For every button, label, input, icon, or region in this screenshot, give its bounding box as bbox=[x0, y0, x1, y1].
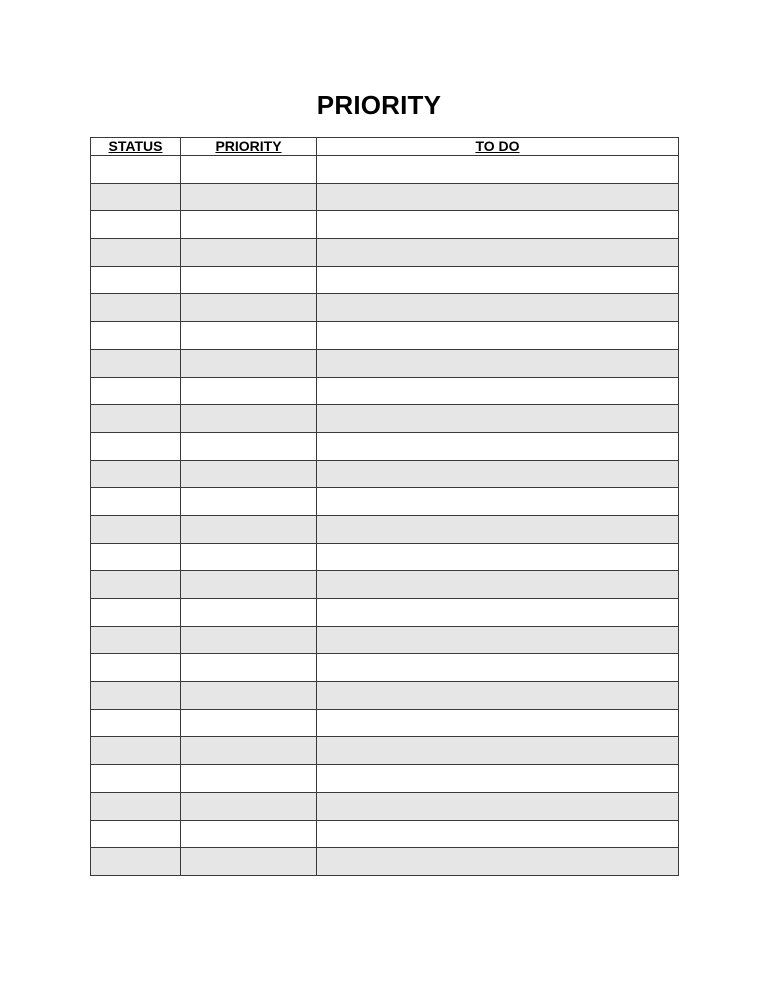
status-cell[interactable] bbox=[91, 709, 181, 737]
table-row bbox=[91, 156, 679, 184]
to-do-cell[interactable] bbox=[317, 405, 679, 433]
priority-cell[interactable] bbox=[181, 792, 317, 820]
status-cell[interactable] bbox=[91, 432, 181, 460]
priority-cell[interactable] bbox=[181, 405, 317, 433]
table-row bbox=[91, 709, 679, 737]
status-cell[interactable] bbox=[91, 377, 181, 405]
page-title: PRIORITY bbox=[316, 90, 442, 120]
status-cell[interactable] bbox=[91, 654, 181, 682]
status-cell[interactable] bbox=[91, 266, 181, 294]
to-do-cell[interactable] bbox=[317, 571, 679, 599]
priority-cell[interactable] bbox=[181, 709, 317, 737]
to-do-cell[interactable] bbox=[317, 682, 679, 710]
status-cell[interactable] bbox=[91, 183, 181, 211]
status-cell[interactable] bbox=[91, 848, 181, 876]
status-cell[interactable] bbox=[91, 460, 181, 488]
priority-cell[interactable] bbox=[181, 488, 317, 516]
table-row bbox=[91, 294, 679, 322]
to-do-cell[interactable] bbox=[317, 543, 679, 571]
to-do-cell[interactable] bbox=[317, 792, 679, 820]
to-do-cell[interactable] bbox=[317, 294, 679, 322]
header-row bbox=[91, 138, 679, 156]
priority-table bbox=[90, 137, 679, 876]
status-cell[interactable] bbox=[91, 239, 181, 267]
priority-cell[interactable] bbox=[181, 765, 317, 793]
status-cell[interactable] bbox=[91, 765, 181, 793]
table-row bbox=[91, 792, 679, 820]
table-body bbox=[91, 156, 679, 876]
status-cell[interactable] bbox=[91, 211, 181, 239]
priority-cell[interactable] bbox=[181, 156, 317, 184]
priority-cell[interactable] bbox=[181, 377, 317, 405]
to-do-cell[interactable] bbox=[317, 183, 679, 211]
status-cell[interactable] bbox=[91, 515, 181, 543]
table-row bbox=[91, 571, 679, 599]
table-row bbox=[91, 848, 679, 876]
priority-cell[interactable] bbox=[181, 737, 317, 765]
status-cell[interactable] bbox=[91, 820, 181, 848]
table-row bbox=[91, 377, 679, 405]
table-row bbox=[91, 211, 679, 239]
to-do-cell[interactable] bbox=[317, 156, 679, 184]
priority-cell[interactable] bbox=[181, 460, 317, 488]
table-row bbox=[91, 543, 679, 571]
to-do-cell[interactable] bbox=[317, 709, 679, 737]
table-row bbox=[91, 460, 679, 488]
table-row bbox=[91, 183, 679, 211]
status-cell[interactable] bbox=[91, 156, 181, 184]
priority-cell[interactable] bbox=[181, 349, 317, 377]
table-row bbox=[91, 322, 679, 350]
table-row bbox=[91, 820, 679, 848]
to-do-cell[interactable] bbox=[317, 848, 679, 876]
table-row bbox=[91, 432, 679, 460]
to-do-cell[interactable] bbox=[317, 654, 679, 682]
header-priority: PRIORITY bbox=[181, 138, 317, 156]
to-do-cell[interactable] bbox=[317, 599, 679, 627]
to-do-cell[interactable] bbox=[317, 266, 679, 294]
status-cell[interactable] bbox=[91, 737, 181, 765]
priority-cell[interactable] bbox=[181, 432, 317, 460]
priority-cell[interactable] bbox=[181, 183, 317, 211]
table-row bbox=[91, 626, 679, 654]
priority-cell[interactable] bbox=[181, 322, 317, 350]
status-cell[interactable] bbox=[91, 792, 181, 820]
to-do-cell[interactable] bbox=[317, 765, 679, 793]
status-cell[interactable] bbox=[91, 543, 181, 571]
status-cell[interactable] bbox=[91, 488, 181, 516]
to-do-cell[interactable] bbox=[317, 515, 679, 543]
status-cell[interactable] bbox=[91, 349, 181, 377]
to-do-cell[interactable] bbox=[317, 211, 679, 239]
priority-cell[interactable] bbox=[181, 266, 317, 294]
table-row bbox=[91, 654, 679, 682]
to-do-cell[interactable] bbox=[317, 377, 679, 405]
priority-cell[interactable] bbox=[181, 571, 317, 599]
table-row bbox=[91, 349, 679, 377]
table-row bbox=[91, 765, 679, 793]
status-cell[interactable] bbox=[91, 571, 181, 599]
to-do-cell[interactable] bbox=[317, 820, 679, 848]
priority-cell[interactable] bbox=[181, 211, 317, 239]
table-row bbox=[91, 405, 679, 433]
priority-cell[interactable] bbox=[181, 654, 317, 682]
to-do-cell[interactable] bbox=[317, 239, 679, 267]
to-do-cell[interactable] bbox=[317, 349, 679, 377]
table-row bbox=[91, 488, 679, 516]
table-row bbox=[91, 737, 679, 765]
priority-cell[interactable] bbox=[181, 294, 317, 322]
priority-cell[interactable] bbox=[181, 239, 317, 267]
status-cell[interactable] bbox=[91, 294, 181, 322]
priority-cell[interactable] bbox=[181, 515, 317, 543]
to-do-cell[interactable] bbox=[317, 432, 679, 460]
to-do-cell[interactable] bbox=[317, 488, 679, 516]
to-do-cell[interactable] bbox=[317, 460, 679, 488]
table-row bbox=[91, 599, 679, 627]
to-do-cell[interactable] bbox=[317, 322, 679, 350]
priority-cell[interactable] bbox=[181, 626, 317, 654]
table-row bbox=[91, 682, 679, 710]
header-to-do: TO DO bbox=[317, 138, 679, 156]
priority-cell[interactable] bbox=[181, 682, 317, 710]
to-do-cell[interactable] bbox=[317, 737, 679, 765]
table-row bbox=[91, 515, 679, 543]
priority-cell[interactable] bbox=[181, 543, 317, 571]
header-status: STATUS bbox=[91, 138, 181, 156]
status-cell[interactable] bbox=[91, 599, 181, 627]
priority-cell[interactable] bbox=[181, 820, 317, 848]
table-row bbox=[91, 266, 679, 294]
priority-cell[interactable] bbox=[181, 599, 317, 627]
to-do-cell[interactable] bbox=[317, 626, 679, 654]
status-cell[interactable] bbox=[91, 682, 181, 710]
table-row bbox=[91, 239, 679, 267]
priority-cell[interactable] bbox=[181, 848, 317, 876]
status-cell[interactable] bbox=[91, 626, 181, 654]
status-cell[interactable] bbox=[91, 405, 181, 433]
status-cell[interactable] bbox=[91, 322, 181, 350]
